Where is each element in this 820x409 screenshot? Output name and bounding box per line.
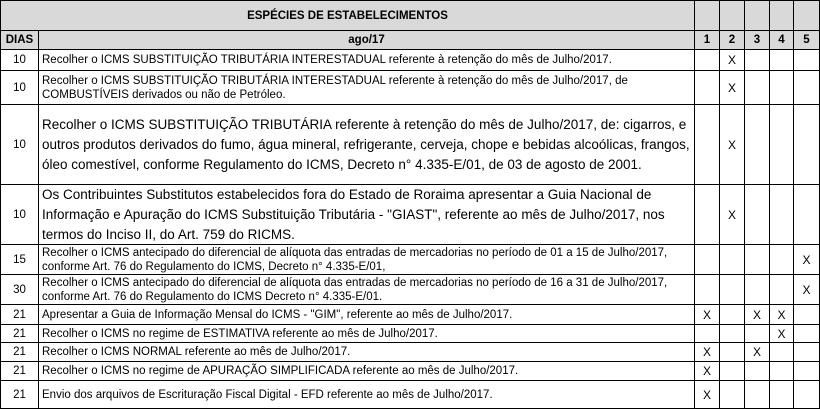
row-mark-col-4 [770, 71, 794, 105]
row-mark-col-3 [745, 185, 770, 245]
row-mark-col-2 [720, 343, 745, 362]
row-mark-col-1 [695, 71, 720, 105]
row-mark-col-4: X [770, 305, 794, 325]
row-mark-col-5: X [794, 245, 820, 275]
header-blank-4 [770, 1, 794, 31]
row-mark-col-1 [695, 325, 720, 343]
row-day: 15 [1, 245, 39, 275]
row-description-text: Recolher o ICMS antecipado do diferencial de alíquota das entradas de mercadorias no período de 16 a 31 de Julho/2017, conforme Art. 76 do Regulamento do ICMS Decreto n° 4.335-E/01. [42, 276, 668, 303]
row-description-text: Recolher o ICMS no regime de APURAÇÃO SIMPLIFICADA referente ao mês de Julho/2017. [42, 365, 519, 377]
row-day: 21 [1, 305, 39, 325]
row-mark-col-3 [745, 275, 770, 305]
header-blank-3 [745, 1, 770, 31]
row-mark-col-1 [695, 185, 720, 245]
row-mark-col-2: X [720, 71, 745, 105]
row-description [39, 185, 695, 245]
row-mark-col-4 [770, 381, 794, 409]
row-mark-col-5 [794, 343, 820, 362]
column-header-2: 2 [720, 31, 745, 50]
row-mark-col-2 [720, 381, 745, 409]
row-description [39, 381, 695, 409]
row-description [39, 325, 695, 343]
row-description [39, 245, 695, 275]
row-day: 10 [1, 105, 39, 185]
row-description-text: Os Contribuintes Substitutos estabelecidos fora do Estado de Roraima apresentar a Guia Nacional de Informação e Apuração do ICMS Substituição Tributária - "GIAST", referente ao mês de Julho/2017, nos termos do Inciso II, do Art. 759 do RICMS. [42, 186, 665, 242]
row-mark-col-5: X [794, 275, 820, 305]
header-blank-1 [695, 1, 720, 31]
row-description-text: Recolher o ICMS SUBSTITUIÇÃO TRIBUTÁRIA INTERESTADUAL referente à retenção do mês de Julho/2017, de COMBUSTÍVEIS derivados ou não de Petróleo. [42, 74, 628, 101]
row-day: 10 [1, 185, 39, 245]
row-description [39, 71, 695, 105]
row-description-text: Recolher o ICMS NORMAL referente ao mês de Julho/2017. [42, 346, 351, 358]
row-mark-col-1 [695, 105, 720, 185]
row-description-text: Recolher o ICMS no regime de ESTIMATIVA referente ao mês de Julho/2017. [42, 327, 438, 340]
row-mark-col-1 [695, 275, 720, 305]
row-day: 21 [1, 325, 39, 343]
row-mark-col-4: X [770, 325, 794, 343]
row-mark-col-2 [720, 275, 745, 305]
row-day: 10 [1, 50, 39, 71]
row-mark-col-5 [794, 185, 820, 245]
row-mark-col-4 [770, 343, 794, 362]
column-header-4: 4 [770, 31, 794, 50]
row-mark-col-2 [720, 362, 745, 381]
row-description-text: Recolher o ICMS SUBSTITUIÇÃO TRIBUTÁRIA INTERESTADUAL referente à retenção do mês de Julho/2017. [42, 54, 612, 66]
row-mark-col-2: X [720, 185, 745, 245]
row-description-text: Recolher o ICMS SUBSTITUIÇÃO TRIBUTÁRIA referente à retenção do mês de Julho/2017, de: cigarros, e outros produtos derivados do fumo, água mineral, refrigerante, cerveja, chope e bebidas alcoólicas, frangos, óleo comestível, conforme Regulamento do ICMS, Decreto n° 4.335-E/01, de 03 de agosto de 2001. [42, 116, 690, 172]
header-blank-5 [794, 1, 820, 31]
row-mark-col-3 [745, 245, 770, 275]
row-mark-col-3 [745, 381, 770, 409]
row-mark-col-1 [695, 50, 720, 71]
row-day: 21 [1, 362, 39, 381]
row-mark-col-2 [720, 305, 745, 325]
row-mark-col-4 [770, 105, 794, 185]
header-blank-2 [720, 1, 745, 31]
row-description [39, 305, 695, 325]
row-mark-col-2 [720, 245, 745, 275]
row-description [39, 275, 695, 305]
row-mark-col-5 [794, 381, 820, 409]
month-header: ago/17 [39, 31, 695, 50]
row-mark-col-5 [794, 305, 820, 325]
row-description-text: Recolher o ICMS antecipado do diferencial de alíquota das entradas de mercadorias no período de 01 a 15 de Julho/2017, conforme Art. 76 do Regulamento do ICMS, Decreto n° 4.335-E/01, [42, 246, 668, 273]
row-mark-col-3 [745, 362, 770, 381]
row-mark-col-5 [794, 50, 820, 71]
row-mark-col-4 [770, 245, 794, 275]
row-day: 10 [1, 71, 39, 105]
column-header-5: 5 [794, 31, 820, 50]
row-mark-col-5 [794, 71, 820, 105]
row-day: 21 [1, 343, 39, 362]
row-mark-col-4 [770, 50, 794, 71]
row-mark-col-5 [794, 325, 820, 343]
days-header: DIAS [1, 31, 39, 50]
row-mark-col-4 [770, 275, 794, 305]
row-mark-col-5 [794, 105, 820, 185]
row-description [39, 343, 695, 362]
row-mark-col-4 [770, 362, 794, 381]
row-description-text: Apresentar a Guia de Informação Mensal do ICMS - "GIM", referente ao mês de Julho/2017. [42, 308, 513, 321]
row-mark-col-3 [745, 105, 770, 185]
row-mark-col-2: X [720, 105, 745, 185]
row-mark-col-3 [745, 71, 770, 105]
row-mark-col-1: X [695, 305, 720, 325]
column-header-3: 3 [745, 31, 770, 50]
row-description-text: Envio dos arquivos de Escrituração Fiscal Digital - EFD referente ao mês de Julho/2017. [42, 388, 493, 401]
row-description [39, 105, 695, 185]
row-mark-col-2: X [720, 50, 745, 71]
row-mark-col-1: X [695, 381, 720, 409]
row-day: 21 [1, 381, 39, 409]
row-mark-col-5 [794, 362, 820, 381]
row-mark-col-3: X [745, 305, 770, 325]
row-mark-col-3: X [745, 343, 770, 362]
row-day: 30 [1, 275, 39, 305]
row-mark-col-2 [720, 325, 745, 343]
row-mark-col-1: X [695, 343, 720, 362]
table-title: ESPÉCIES DE ESTABELECIMENTOS [1, 1, 695, 31]
row-mark-col-3 [745, 50, 770, 71]
row-mark-col-1 [695, 245, 720, 275]
column-header-1: 1 [695, 31, 720, 50]
row-mark-col-3 [745, 325, 770, 343]
row-mark-col-4 [770, 185, 794, 245]
row-description [39, 50, 695, 71]
row-description [39, 362, 695, 381]
row-mark-col-1: X [695, 362, 720, 381]
